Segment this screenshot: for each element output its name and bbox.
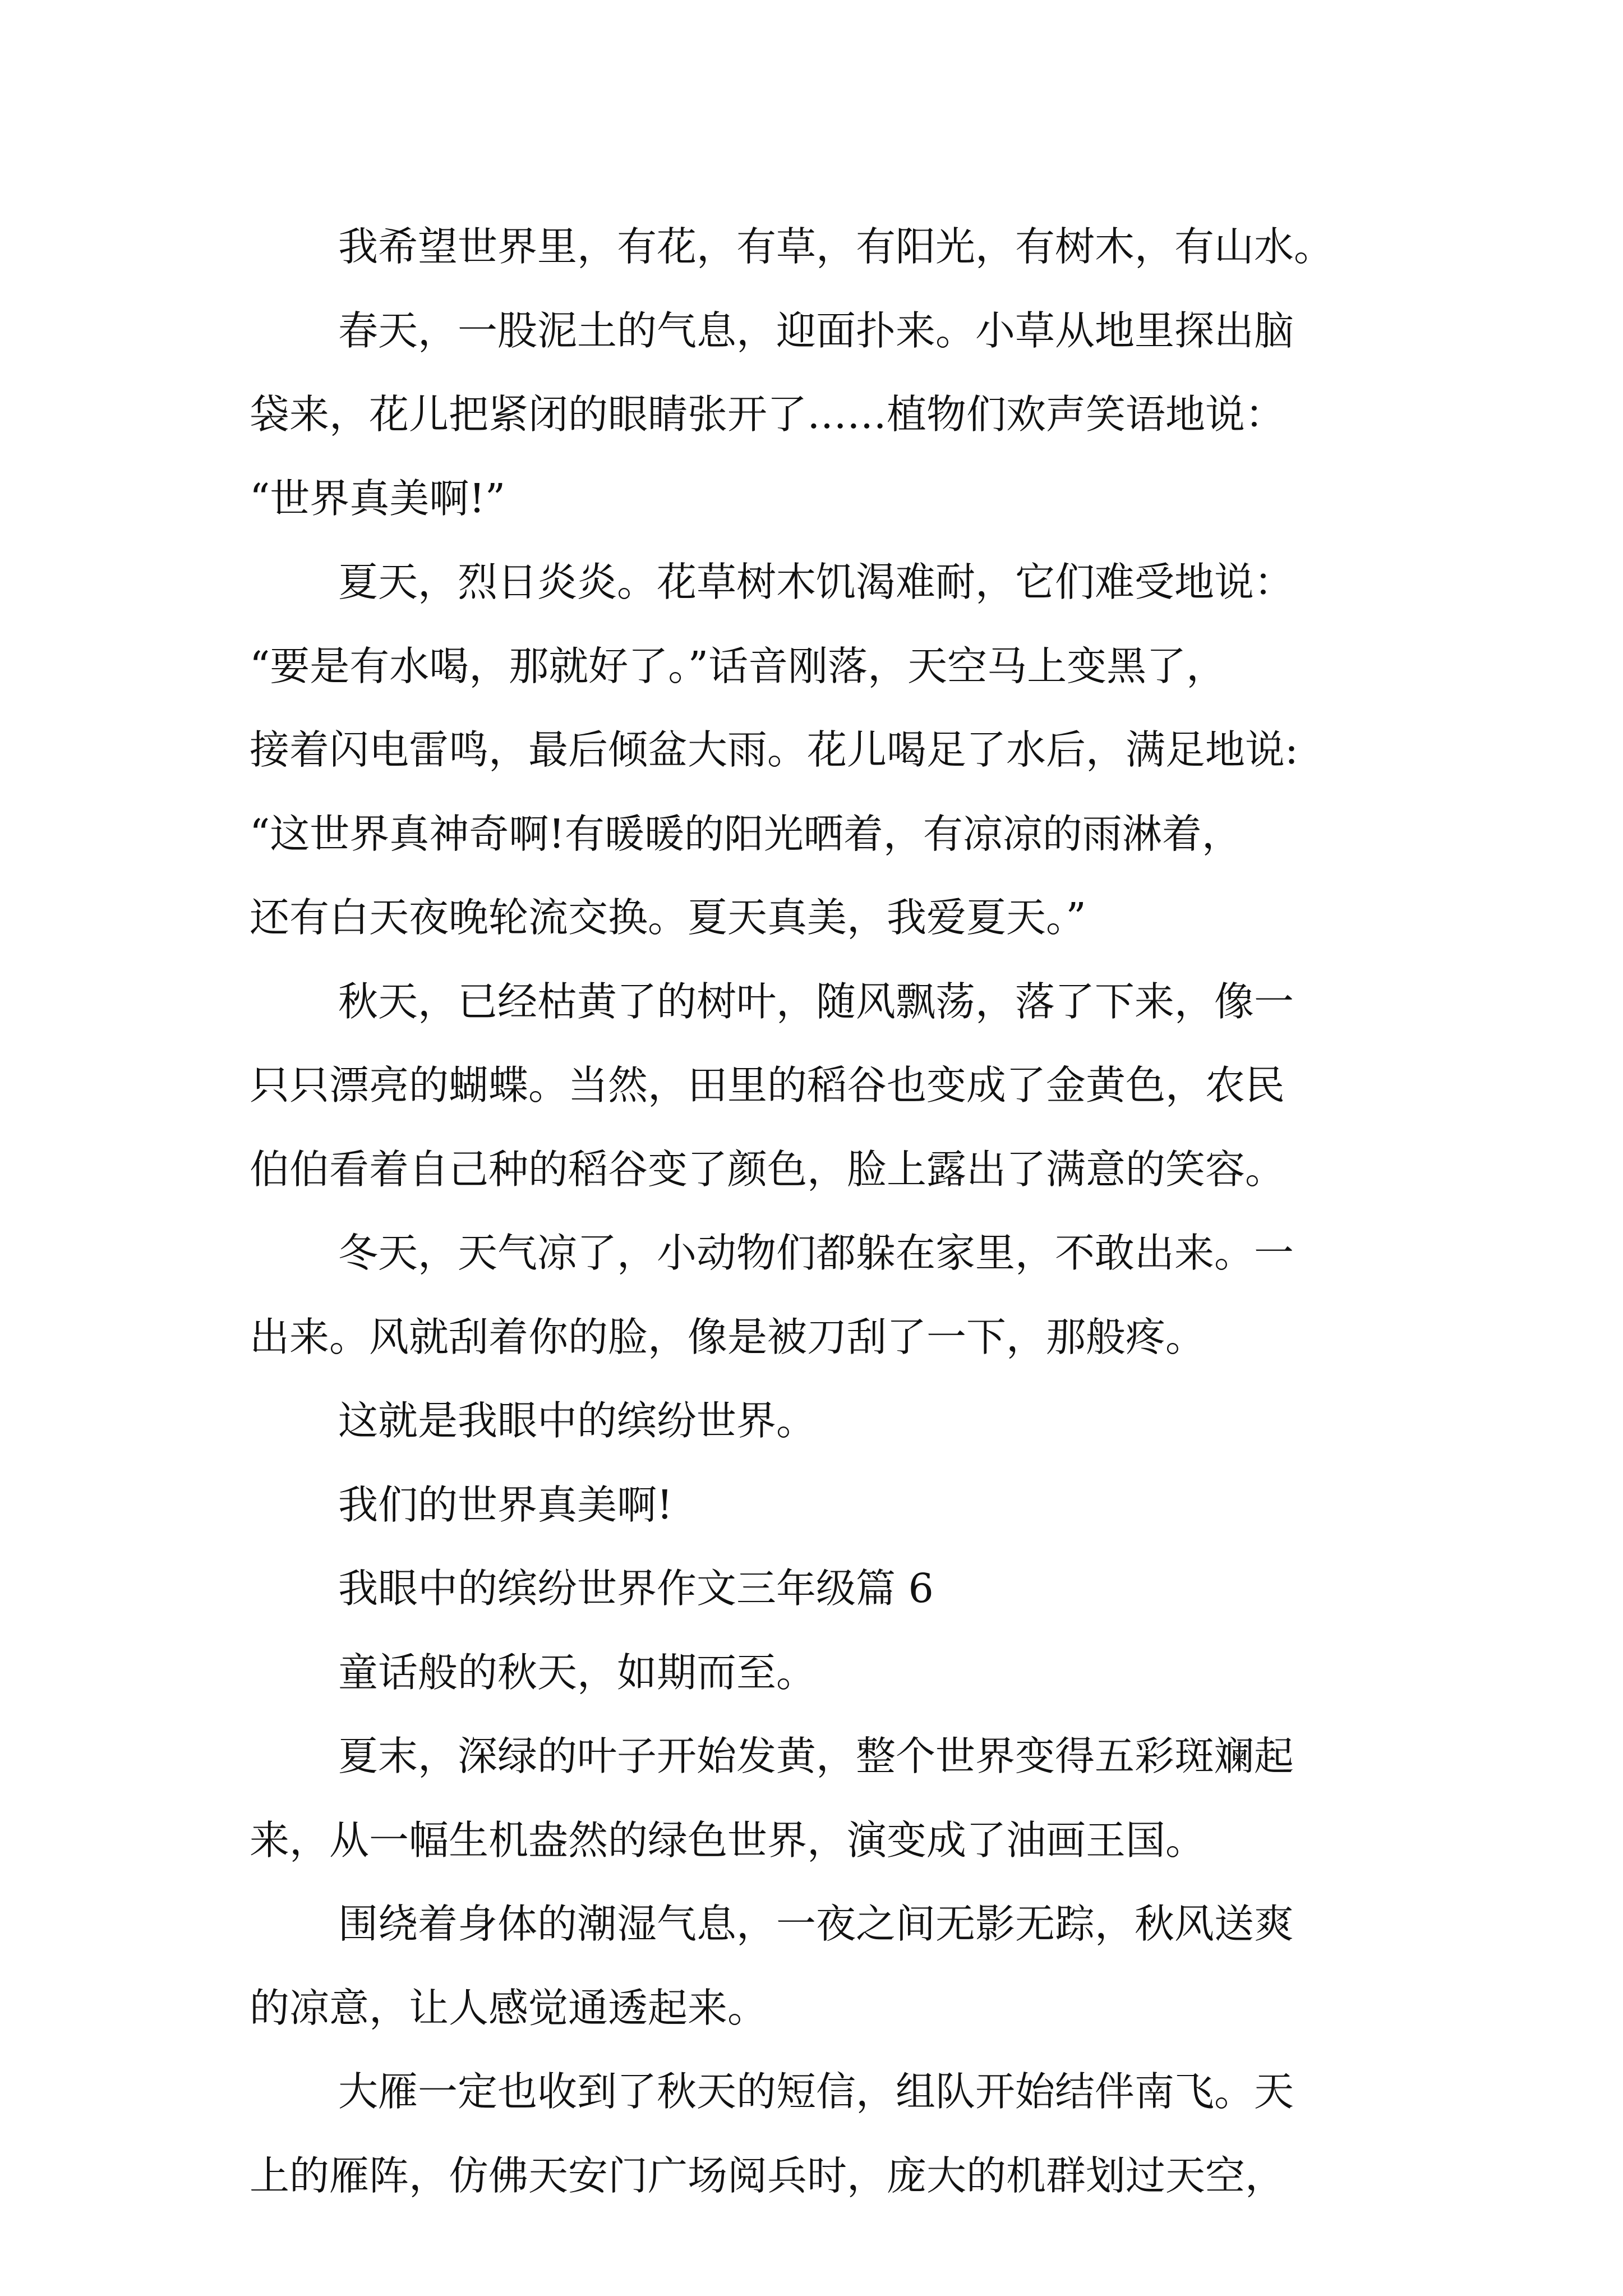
text-line: 夏末，深绿的叶子开始发黄，整个世界变得五彩斑斓起 xyxy=(338,1733,1294,1779)
text-line: 伯伯看着自己种的稻谷变了颜色，脸上露出了满意的笑容。 xyxy=(250,1145,1285,1193)
text-line: 袋来，花儿把紧闭的眼睛张开了……植物们欢声笑语地说： xyxy=(250,391,1285,438)
essay-body xyxy=(250,205,1394,2217)
text-line: 我希望世界里，有花，有草，有阳光，有树木，有山水。 xyxy=(338,223,1334,270)
text-line: 秋天，已经枯黄了的树叶，随风飘荡，落了下来，像一 xyxy=(338,978,1294,1025)
text-line: 我眼中的缤纷世界作文三年级篇 6 xyxy=(338,1565,934,1612)
text-line: 的凉意，让人感觉通透起来。 xyxy=(250,1984,768,2031)
text-line: 春天，一股泥土的气息，迎面扑来。小草从地里探出脑 xyxy=(338,307,1294,354)
text-line: “这世界真神奇啊!有暖暖的阳光晒着，有凉凉的雨淋着， xyxy=(250,810,1242,857)
text-line: 接着闪电雷鸣，最后倾盆大雨。花儿喝足了水后，满足地说: xyxy=(250,726,1298,773)
text-line: 我们的世界真美啊! xyxy=(338,1481,673,1528)
text-line: 这就是我眼中的缤纷世界。 xyxy=(338,1397,817,1444)
text-line: 夏天，烈日炎炎。花草树木饥渴难耐，它们难受地说： xyxy=(338,559,1294,605)
text-line: 还有白天夜晚轮流交换。夏天真美，我爱夏天。” xyxy=(250,894,1086,941)
text-line: 只只漂亮的蝴蝶。当然，田里的稻谷也变成了金黄色，农民 xyxy=(250,1062,1285,1108)
text-line: 冬天，天气凉了，小动物们都躲在家里，不敢出来。一 xyxy=(338,1230,1294,1276)
text-line: 来，从一幅生机盎然的绿色世界，演变成了油画王国。 xyxy=(250,1816,1206,1864)
text-line: 上的雁阵，仿佛天安门广场阅兵时，庞大的机群划过天空， xyxy=(250,2152,1285,2199)
text-line: “世界真美啊!” xyxy=(250,475,506,522)
text-line: “要是有水喝，那就好了。”话音刚落，天空马上变黑了， xyxy=(250,642,1227,689)
text-line: 围绕着身体的潮湿气息，一夜之间无影无踪，秋风送爽 xyxy=(338,1901,1294,1947)
text-line: 童话般的秋天，如期而至。 xyxy=(338,1649,817,1696)
text-line: 出来。风就刮着你的脸，像是被刀刮了一下，那般疼。 xyxy=(250,1313,1206,1360)
text-line: 大雁一定也收到了秋天的短信，组队开始结伴南飞。天 xyxy=(338,2068,1294,2115)
